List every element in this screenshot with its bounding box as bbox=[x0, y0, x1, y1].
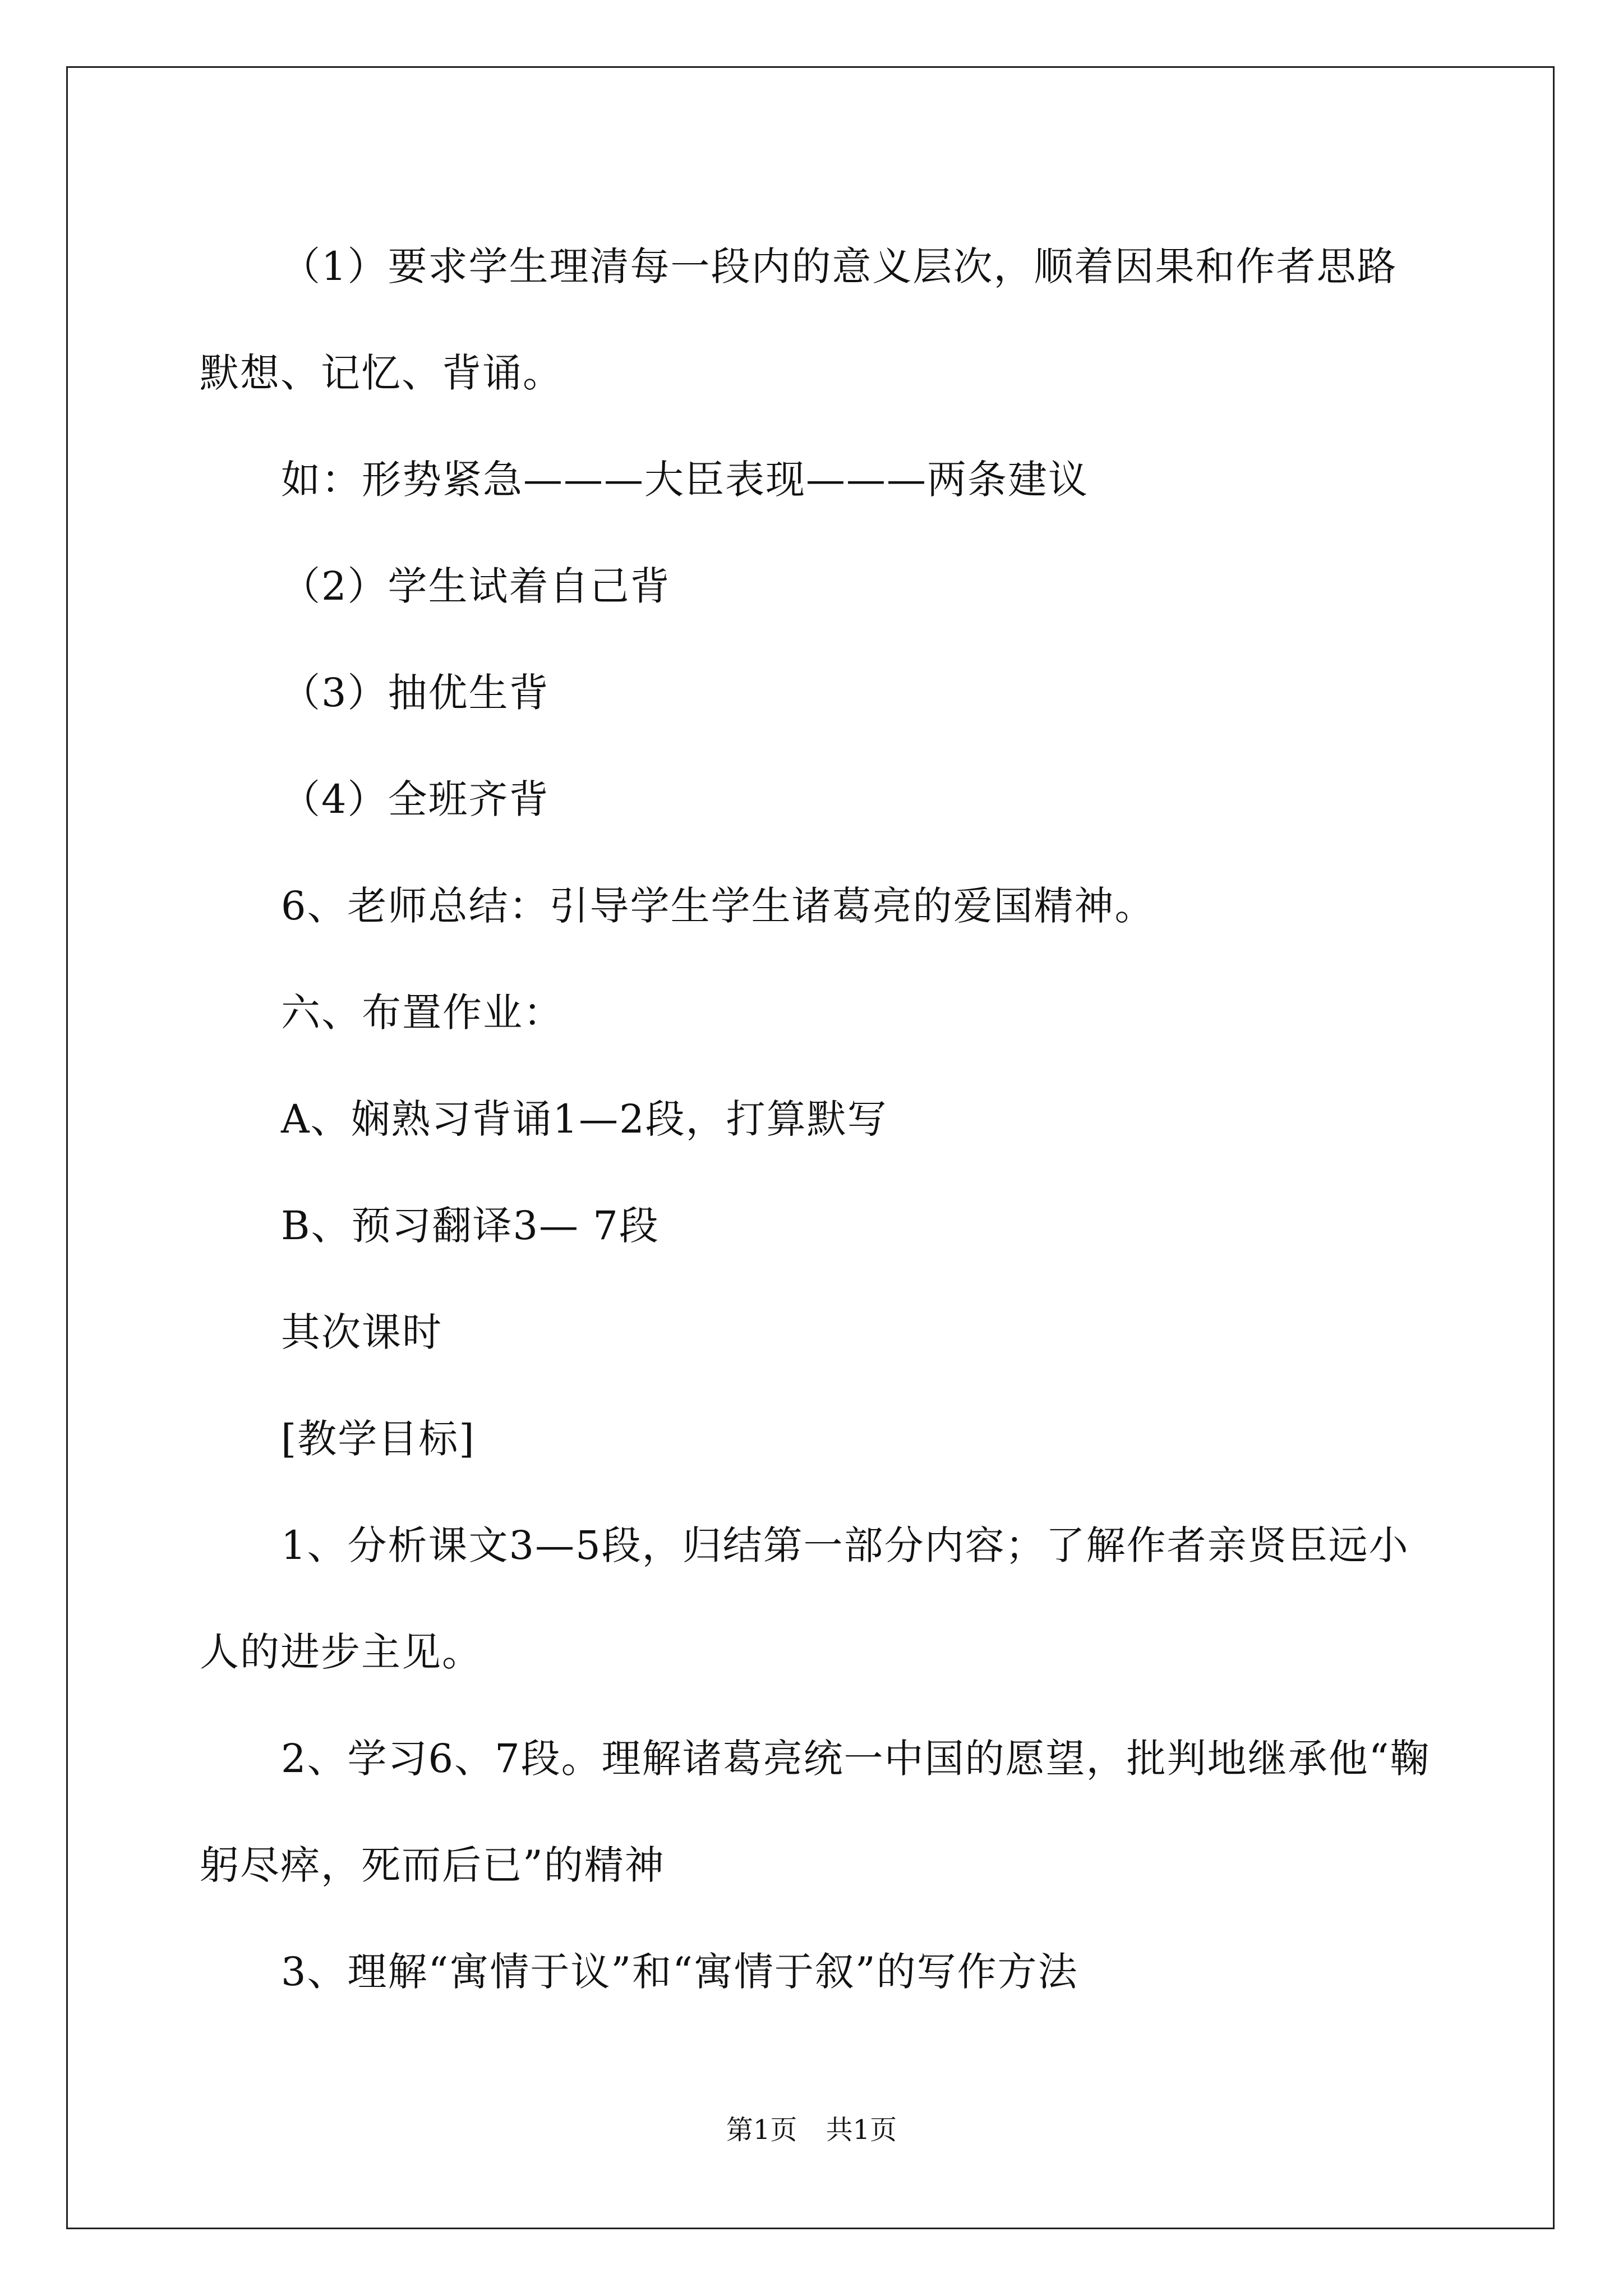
page-total: 共1页 bbox=[826, 2114, 897, 2146]
subsection-heading: [教学目标] bbox=[281, 1416, 476, 1462]
document-body bbox=[200, 213, 1433, 2025]
paragraph-2: 如：形势紧急———大臣表现———两条建议 bbox=[281, 457, 1089, 503]
page-footer bbox=[0, 2108, 1623, 2147]
paragraph-1: （1）要求学生理清每一段内的意义层次，顺着因果和作者思路默想、记忆、背诵。 bbox=[200, 243, 1398, 396]
paragraph-6: 6、老师总结：引导学生学生诸葛亮的爱国精神。 bbox=[281, 883, 1155, 929]
page-current: 第1页 bbox=[726, 2114, 797, 2146]
paragraph-12: 1、分析课文3—5段，归结第一部分内容；了解作者亲贤臣远小人的进步主见。 bbox=[200, 1522, 1409, 1675]
paragraph-14: 3、理解“寓情于议”和“寓情于叙”的写作方法 bbox=[281, 1949, 1078, 1995]
paragraph-3: （2）学生试着自己背 bbox=[281, 563, 671, 609]
paragraph-13: 2、学习6、7段。理解诸葛亮统一中国的愿望，批判地继承他“鞠躬尽瘁，死而后已”的精神 bbox=[200, 1736, 1431, 1888]
paragraph-5: （4）全班齐背 bbox=[281, 776, 550, 822]
paragraph-9: B、预习翻译3— 7段 bbox=[281, 1203, 660, 1249]
paragraph-4: （3）抽优生背 bbox=[281, 670, 550, 716]
paragraph-7: 六、布置作业： bbox=[281, 990, 564, 1036]
paragraph-8: A、娴熟习背诵1—2段，打算默写 bbox=[281, 1096, 888, 1142]
section-heading: 其次课时 bbox=[281, 1309, 442, 1355]
